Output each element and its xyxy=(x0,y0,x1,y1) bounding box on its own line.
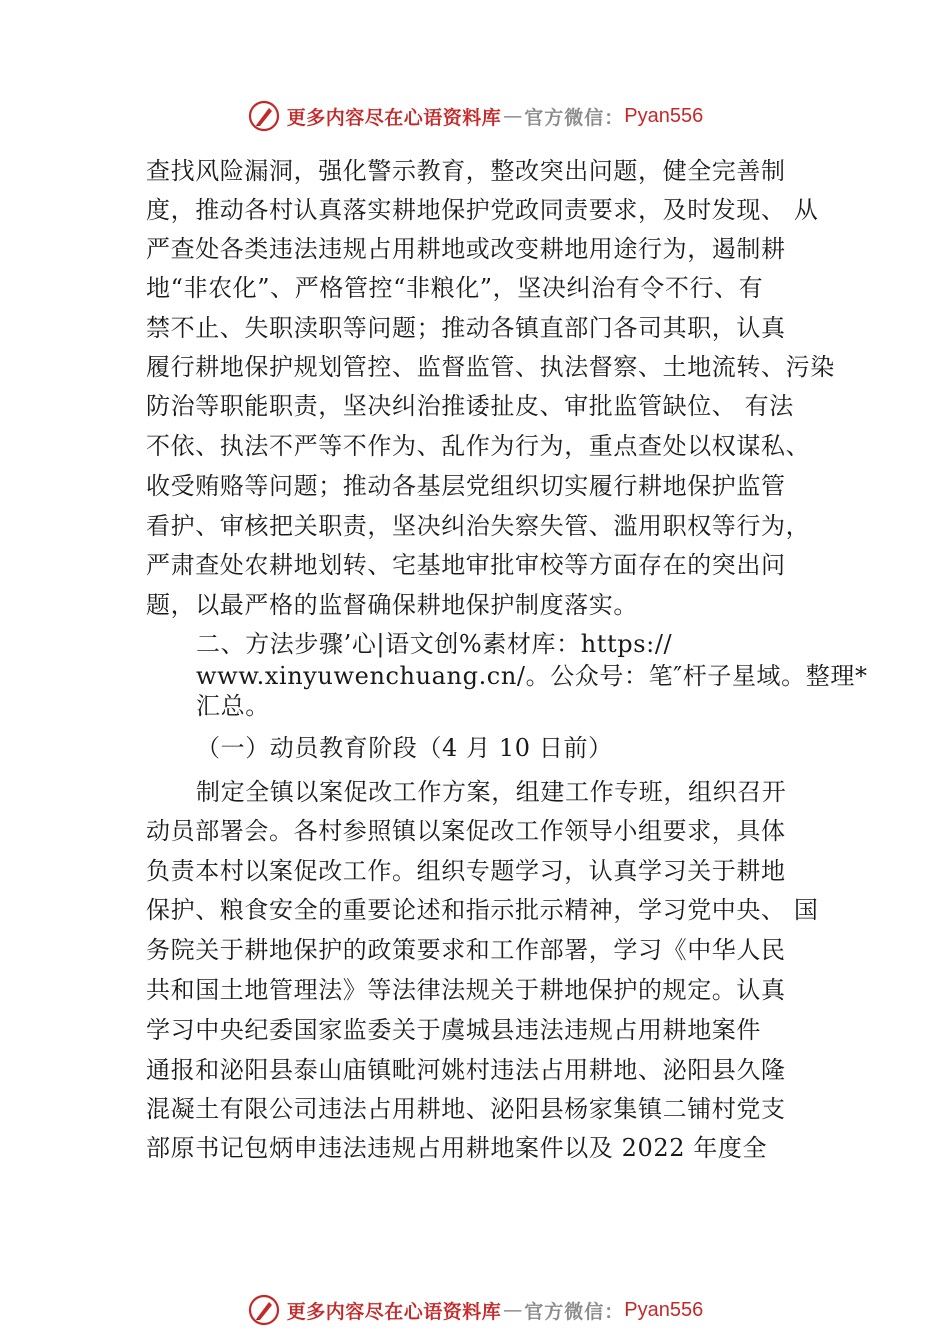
banner-wechat-id: Pyan556 xyxy=(624,104,704,127)
body-line: 履行耕地保护规划管控、监督监管、执法督察、土地流转、污染 xyxy=(146,353,835,381)
footer-banner xyxy=(0,1290,950,1330)
banner-dash: — xyxy=(503,105,523,127)
body-line: 学习中央纪委国家监委关于虞城县违法违规占用耕地案件 xyxy=(146,1016,761,1044)
pen-logo-icon xyxy=(247,99,281,133)
body-line: 禁不止、失职渎职等问题；推动各镇直部门各司其职，认真 xyxy=(146,314,786,342)
body-line: 严肃查处农耕地划转、宅基地审批审校等方面存在的突出问 xyxy=(146,551,786,579)
body-line: 部原书记包炳申违法违规占用耕地案件以及 2022 年度全 xyxy=(146,1134,768,1162)
body-line: 题，以最严格的监督确保耕地保护制度落实。 xyxy=(146,591,638,619)
body-line: 收受贿赂等问题；推动各基层党组织切实履行耕地保护监管 xyxy=(146,472,786,500)
banner-library-text: 更多内容尽在心语资料库 xyxy=(286,1300,502,1323)
body-line: 查找风险漏洞，强化警示教育，整改突出问题，健全完善制 xyxy=(146,157,786,185)
body-line: 严查处各类违法违规占用耕地或改变耕地用途行为，遏制耕 xyxy=(146,235,786,263)
body-line: 防治等职能职责，坚决纠治推诿扯皮、审批监管缺位、 有法 xyxy=(146,392,794,420)
body-line: 看护、审核把关职责，坚决纠治失察失管、滥用职权等行为， xyxy=(146,512,811,540)
header-banner xyxy=(0,96,950,136)
banner-wechat-id: Pyan556 xyxy=(624,1298,704,1321)
body-line: 制定全镇以案促改工作方案，组建工作专班，组织召开 xyxy=(196,778,787,806)
body-line: 务院关于耕地保护的政策要求和工作部署，学习《中华人民 xyxy=(146,936,786,964)
banner-library-text: 更多内容尽在心语资料库 xyxy=(286,106,502,129)
body-line: 保护、粮食安全的重要论述和指示批示精神，学习党中央、 国 xyxy=(146,896,819,924)
banner-wechat-label: 官方微信： xyxy=(524,106,625,129)
body-line: 不依、执法不严等不作为、乱作为行为，重点查处以权谋私、 xyxy=(146,432,811,460)
body-line: www.xinyuwenchuang.cn/。公众号：笔″杆子星域。整理* xyxy=(196,662,868,690)
body-line: 度，推动各村认真落实耕地保护党政同责要求，及时发现、 从 xyxy=(146,196,819,224)
body-line: 地“非农化”、严格管控“非粮化”，坚决纠治有令不行、有 xyxy=(146,274,764,302)
body-line: 汇总。 xyxy=(196,692,270,720)
pen-logo-icon xyxy=(247,1293,281,1327)
body-line: 共和国土地管理法》等法律法规关于耕地保护的规定。认真 xyxy=(146,976,786,1004)
section-heading: 二、方法步骤’心|语文创%素材库：https:// xyxy=(196,630,673,658)
banner-wechat-label: 官方微信： xyxy=(524,1300,625,1323)
body-line: 动员部署会。各村参照镇以案促改工作领导小组要求，具体 xyxy=(146,817,786,845)
body-line: 混凝土有限公司违法占用耕地、泌阳县杨家集镇二铺村党支 xyxy=(146,1095,786,1123)
body-line: 负责本村以案促改工作。组织专题学习，认真学习关于耕地 xyxy=(146,857,786,885)
subsection-heading: （一）动员教育阶段（4 月 10 日前） xyxy=(196,734,613,762)
banner-dash: — xyxy=(503,1299,523,1321)
body-line: 通报和泌阳县泰山庙镇毗河姚村违法占用耕地、泌阳县久隆 xyxy=(146,1056,786,1084)
